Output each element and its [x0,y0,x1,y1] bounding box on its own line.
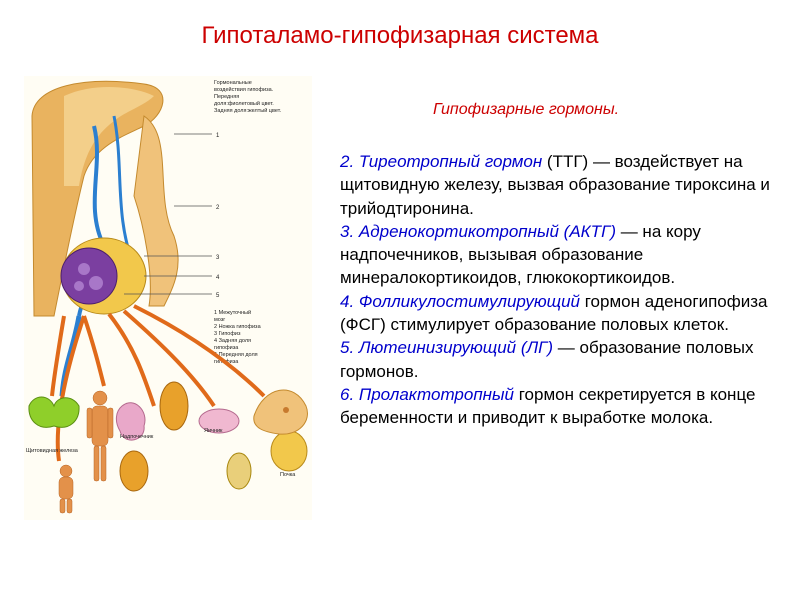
hormone-name: 6. Пролактотропный [340,384,514,404]
testis-shape [227,453,251,489]
hormone-description: (ТТГ) — воздействует на щитовидную железу, вызвая образование тироксина и трийодтиронина. [340,152,770,218]
hormone-paragraph [340,383,770,430]
legend-header-line: воздействия гипофиза. [214,87,274,93]
hormone-name: 5. Лютеинизирующий (ЛГ) [340,338,554,358]
pituitary-diagram-svg [24,76,312,520]
marker-number: 4 [216,275,220,281]
section-subtitle: Гипофизарные гормоны. [433,101,620,118]
lobe-cell [78,263,90,275]
legend-header-line: Передняя [214,94,240,100]
legend-item: 3 Гипофиз [214,331,241,337]
hormone-description: гормон секретируется в конце беременности и приводит к выработке молока. [340,384,756,428]
anterior-lobe-shape [61,248,117,304]
legend-item: гипофиза [214,345,239,351]
legend-item: 2 Ножка гипофиза [214,324,261,330]
adrenal-label: Надпочечник [120,434,154,440]
hormone-name: 4. Фолликулостимулирующий [340,291,580,311]
legend-item: 1 Межуточный [214,310,252,316]
slide-title: Гипоталамо-гипофизарная система [201,22,599,49]
ovary-label: Яичник [204,428,223,434]
hormone-name: 3. Адренокортикотропный (АКТГ) [340,221,616,241]
legend-header-line: Задняя доля:желтый цвет. [214,108,282,114]
legend-item: 5 Передняя доля [214,352,258,358]
kidney-shape [120,451,148,491]
hormone-description: — на кору надпочечников, вызывая образование минералокортикоидов, глюкокортикоидов. [340,221,701,288]
lobe-cell [74,281,84,291]
legend-item: мозг [214,317,226,323]
hormone-paragraph [340,220,770,290]
hormone-paragraph [340,336,770,383]
legend-item: гипофиза [214,359,239,365]
kidney-shape [160,382,188,430]
kidney-shape [271,431,307,471]
legend-item: 4 Задняя доля [214,338,252,344]
marker-number: 5 [216,293,220,299]
hormone-paragraph [340,290,770,337]
marker-number: 1 [216,133,220,139]
marker-number: 3 [216,255,220,261]
legend-header-line: Гормональные [214,80,252,86]
thyroid-label: Щитовидная железа [26,448,78,454]
hormone-description: — образование половых гормонов. [340,338,754,381]
nipple-shape [283,407,289,413]
hormone-name: 2. Тиреотропный гормон [340,152,543,171]
hormone-description: гормон аденогипофиза (ФСГ) стимулирует образование половых клеток. [340,291,768,335]
hormone-list [340,150,770,430]
legend-header-line: доля:фиолетовый цвет. [214,101,274,107]
marker-number: 2 [216,205,220,211]
kidney-label: Почка [280,472,296,478]
hormone-paragraph [340,150,770,220]
lobe-cell [89,276,103,290]
hypothalamus-pituitary-illustration [24,76,312,520]
